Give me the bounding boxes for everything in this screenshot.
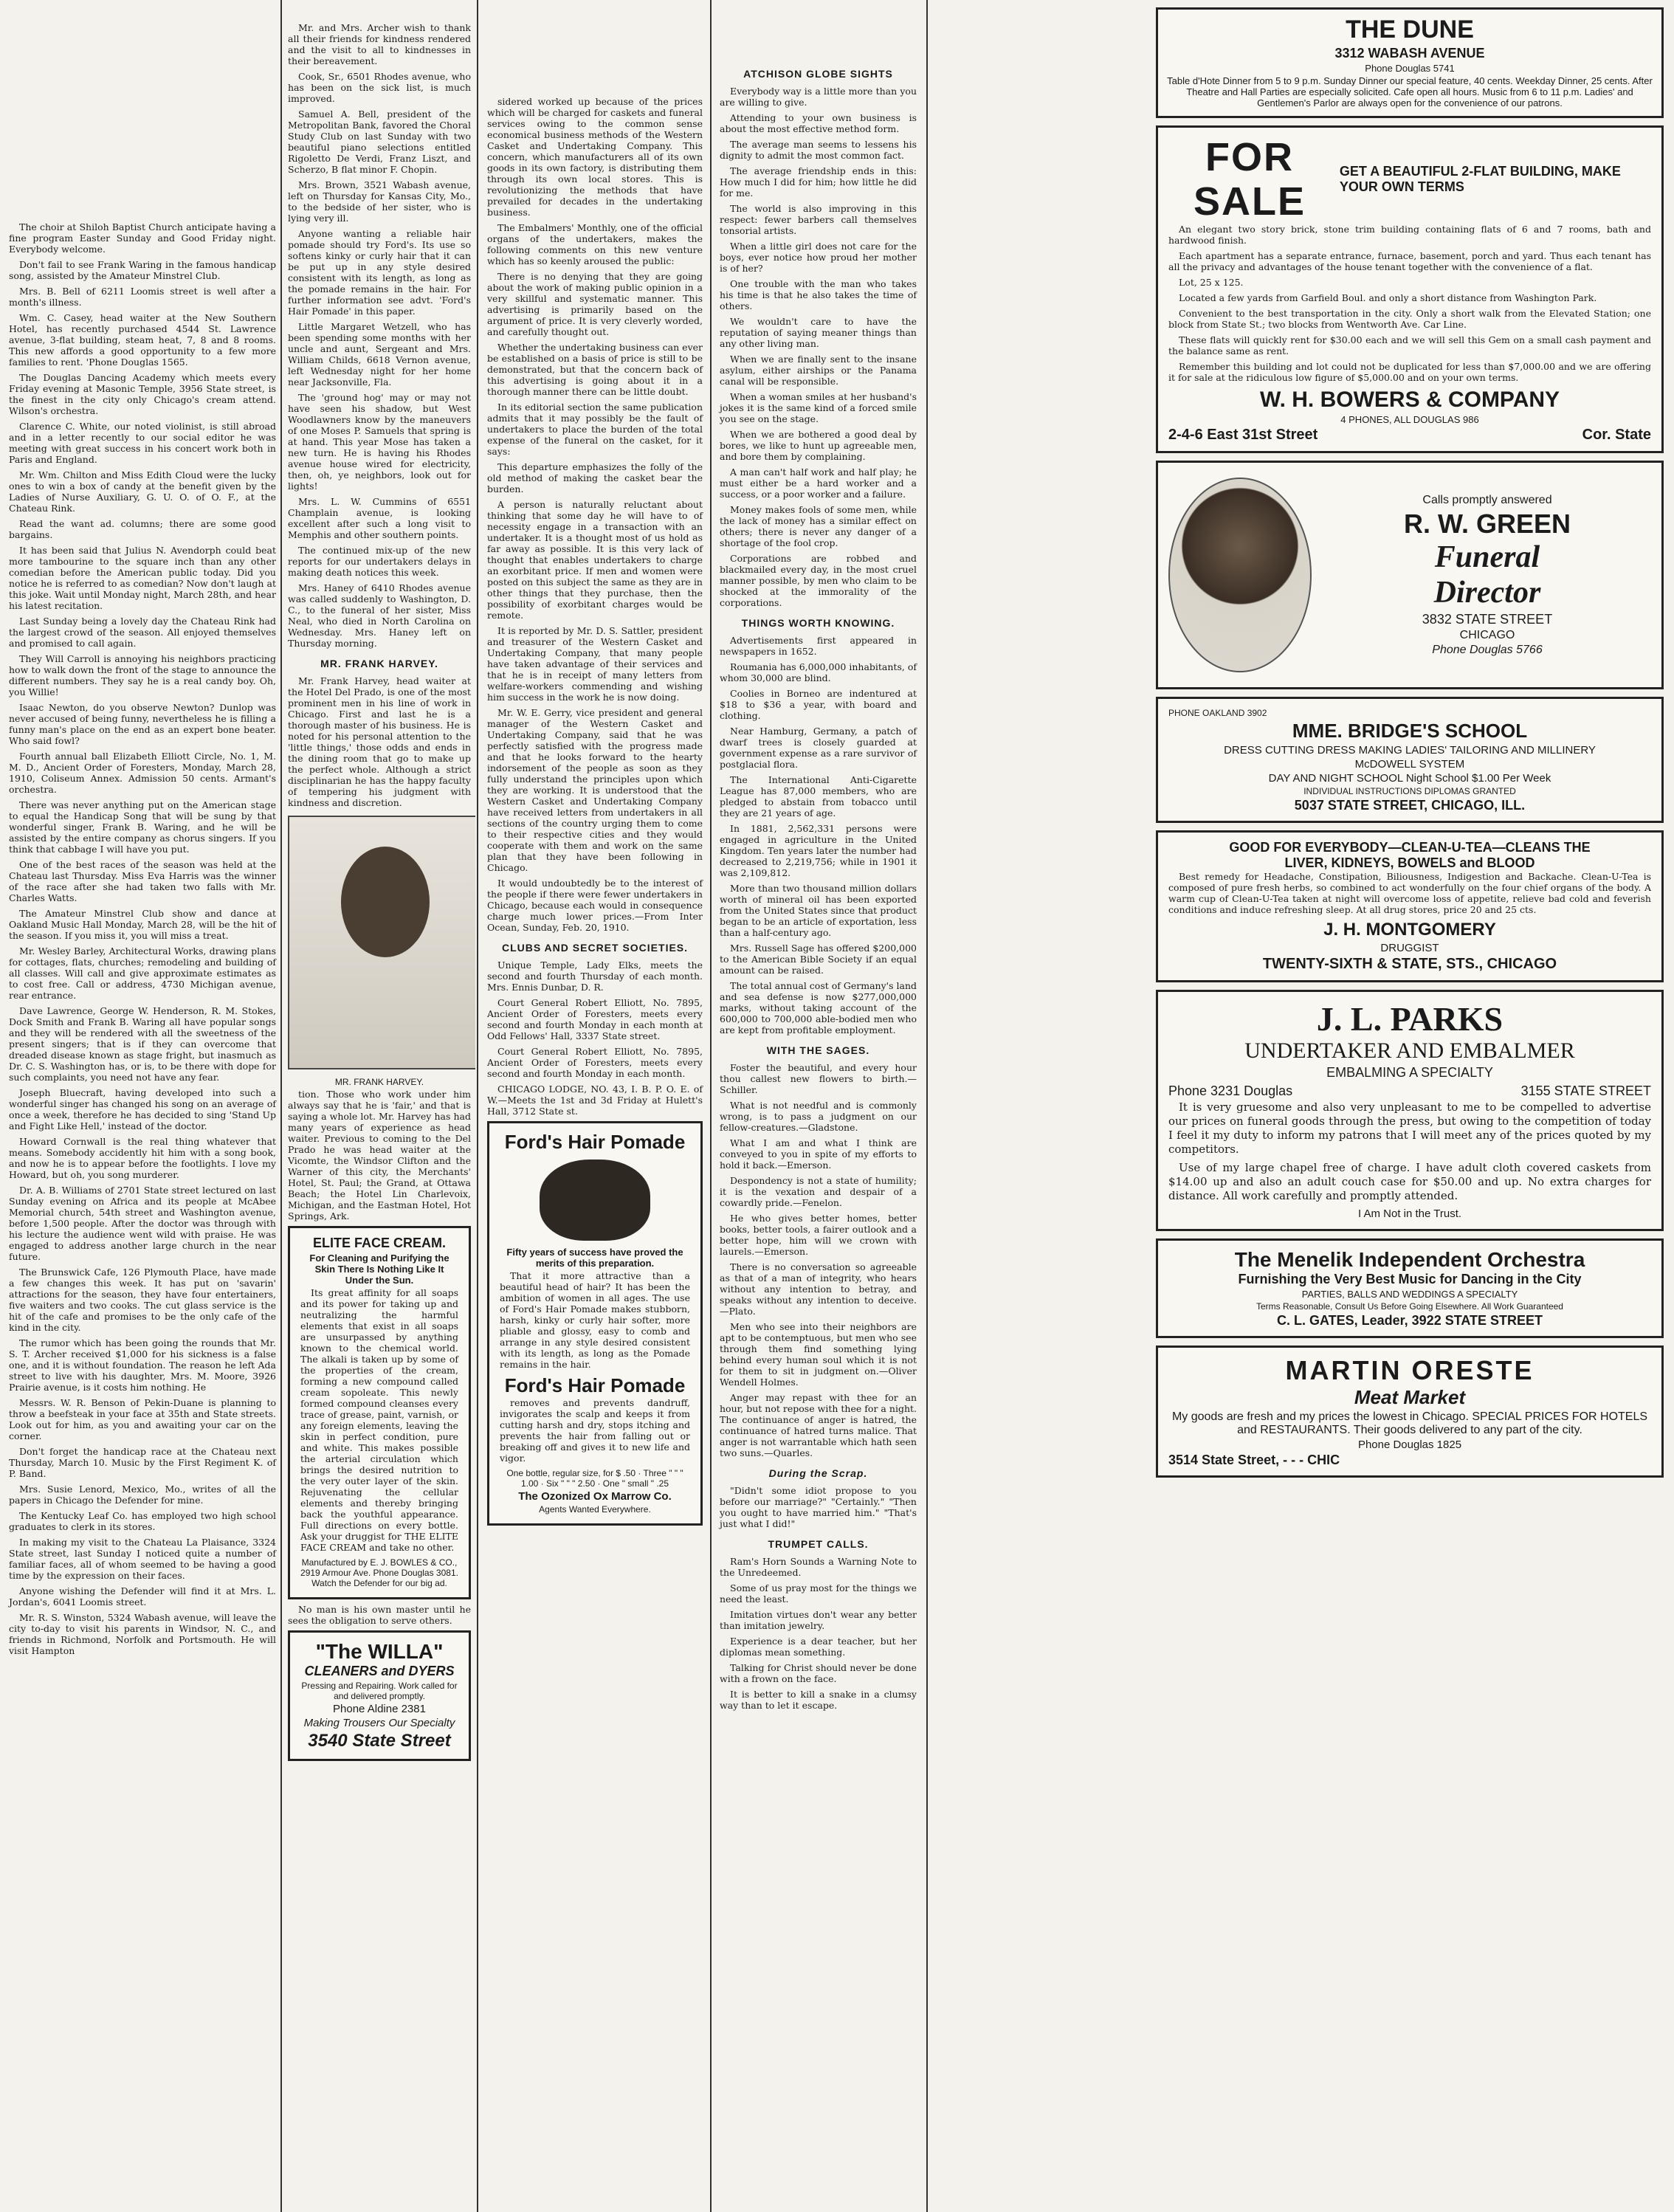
menelik-leader: C. L. GATES, Leader, 3922 STATE STREET: [1276, 1313, 1543, 1328]
ford-subtitle: Fifty years of success have proved the merits of this preparation.: [506, 1247, 683, 1269]
paragraph: The total annual cost of Germany's land and sea defense is now $277,000,000 marks, without taking account of the 600,000 to 700,000 able-bodied men who are kept from profitable employment.: [720, 980, 917, 1036]
bowers-corner: Cor. State: [1582, 427, 1651, 443]
paragraph: Everybody way is a little more than you are willing to give.: [720, 86, 917, 108]
paragraph: This departure emphasizes the folly of the old method of making the casket bear the burden.: [487, 461, 703, 495]
paragraph: When we are finally sent to the insane asylum, either airships or the Panama canal will be responsible.: [720, 354, 917, 387]
paragraph: What is not needful and is commonly wrong, is to pass a judgment on our fellow-creatures.—Gladstone.: [720, 1100, 917, 1133]
column-2-briefs: [288, 22, 471, 649]
paragraph: Anyone wishing the Defender will find it at Mrs. L. Jordan's, 6041 Loomis street.: [9, 1585, 276, 1608]
for-sale-title: FOR SALE: [1193, 135, 1306, 224]
bridge-line-2: McDOWELL SYSTEM: [1354, 758, 1465, 771]
paragraph: Mrs. Russell Sage has offered $200,000 to the American Bible Society if an equal amount can be raised.: [720, 943, 917, 976]
paragraph: Mrs. Susie Lenord, Mexico, Mo., writes of all the papers in Chicago the Defender for mine.: [9, 1484, 276, 1506]
green-title-1: Funeral: [1434, 540, 1540, 574]
woman-head-image: [540, 1160, 650, 1241]
parks-phone: Phone 3231 Douglas: [1168, 1083, 1293, 1098]
parks-undertaker-ad: [1156, 990, 1664, 1231]
paragraph: Dr. A. B. Williams of 2701 State street lectured on last Sunday evening on Africa and its people at McAbee Memorial church, 54th street and Washington avenue, before 1,500 people. After the doctor was through with his lecture the audience went wild with praise. He was engaged to address another large church in the near future.: [9, 1185, 276, 1262]
bowers-name: W. H. BOWERS & COMPANY: [1259, 387, 1560, 412]
column-rule: [710, 0, 712, 2212]
harvey-heading: MR. FRANK HARVEY.: [320, 658, 438, 669]
paragraph: Unique Temple, Lady Elks, meets the second and fourth Thursday of each month. Mrs. Ennis Dunbar, D. R.: [487, 959, 703, 993]
dune-title: THE DUNE: [1346, 15, 1474, 44]
parks-body: It is very gruesome and also very unpleasant to me to be compelled to advertise our prices on funeral goods through the press, but owing to the competition of today I feel it my duty to inform my patrons that I will meet any of the prices quoted by my competitors.: [1168, 1100, 1651, 1156]
paragraph: These flats will quickly rent for $30.00 each and we will sell this Gem on a small cash payment and the balance same as rent.: [1168, 334, 1651, 356]
willa-phone: Phone Aldine 2381: [333, 1703, 426, 1715]
sages-heading: WITH THE SAGES.: [766, 1044, 870, 1056]
paragraph: Some of us pray most for the things we need the least.: [720, 1582, 917, 1605]
column-4: [712, 0, 923, 2212]
paragraph: It is reported by Mr. D. S. Sattler, president and treasurer of the Western Casket and Undertaking Company, that many people have taken advantage of their services and that he is in receipt of many letters from welfare-workers commending and wishing him success in the work he is now doing.: [487, 625, 703, 703]
paragraph: Mr. Wesley Barley, Architectural Works, drawing plans for cottages, flats, churches; remodeling and building of all classes. Will call and give approximate estimates as to cost free. Call or address, 4730 Michigan avenue, rear entrance.: [9, 945, 276, 1001]
martin-meat-market-ad: [1156, 1346, 1664, 1478]
green-phone: Phone Douglas 5766: [1432, 643, 1543, 656]
no-man-quote: No man is his own master until he sees the obligation to serve others.: [288, 1604, 471, 1626]
atchison-list: [720, 86, 917, 608]
paragraph: Corporations are robbed and blackmailed every day, in the most cruel manner possible, by men who claim to be shocked at the immorality of the corporations.: [720, 553, 917, 608]
dune-body: Table d'Hote Dinner from 5 to 9 p.m. Sunday Dinner our special feature, 40 cents. Weekday Dinner, 25 cents. After Theatre and Hall Parties are especially solicited. Cafe open all hours. Music from 6 to 11 p.m. Ladies' and Gentlemen's Parlor are always open for the convenience of our patrons.: [1167, 75, 1653, 108]
paragraph: Coolies in Borneo are indentured at $18 to $36 a year, with board and clothing.: [720, 688, 917, 721]
paragraph: sidered worked up because of the prices which will be charged for caskets and funeral services owing to the common sense economical business methods of the Western Casket and Undertaking Company. This concern, which manufacturers all of its own goods in its own factory, is distributing them through its own local stores. This is revolutionizing the methods that have prevailed for decades in the undertaking business.: [487, 96, 703, 218]
paragraph: Imitation virtues don't wear any better than imitation jewelry.: [720, 1609, 917, 1631]
paragraph: Attending to your own business is about the most effective method form.: [720, 112, 917, 134]
paragraph: Remember this building and lot could not be duplicated for less than $7,000.00 and we are offering it for sale at the ridiculous low figure of $5,000.00 and on your own terms.: [1168, 361, 1651, 383]
bridge-title: MME. BRIDGE'S SCHOOL: [1292, 720, 1528, 742]
elite-body: Its great affinity for all soaps and its power for taking up and neutralizing the harmful elements that exist in all soaps are unsurpassed by anything known to the chemical world. The alkali is taken up by some of the properties of the cream, forming a new compound called cream sopoleate. This newly formed compound cleanses every trace of grease, paint, varnish, or any foreign elements, leaving the skin in perfect condition, pure and white. This makes possible the arterial circulation which brings the desired nutrition to the very outer layer of the skin. Rejuvenating the cellular elements and thereby bringing back the youthful appearance. Full directions on every bottle. Ask your druggist for THE ELITE FACE CREAM and take no other.: [300, 1287, 458, 1553]
ford-body: That it more attractive than a beautiful head of hair? It has been the ambition of women in all ages. The use of Ford's Hair Pomade makes stubborn, harsh, kinky or curly hair softer, more pliable and glossy, easy to comb and arrange in any style desired consistent with its length, as long as the Pomade remains in the hair.: [500, 1270, 690, 1370]
for-sale-ad: [1156, 125, 1664, 453]
menelik-orchestra-ad: [1156, 1238, 1664, 1338]
paragraph: An elegant two story brick, stone trim building containing flats of 6 and 7 rooms, bath and hardwood finish.: [1168, 224, 1651, 246]
martin-title: MARTIN ORESTE: [1285, 1355, 1534, 1385]
paragraph: The average man seems to lessens his dignity to admit the most common fact.: [720, 139, 917, 161]
paragraph: Joseph Bluecraft, having developed into such a wonderful singer has changed his song on an average of once a week, therefore he has decided to sing 'Stand Up and Fight Like Hell,' instead of the doctor.: [9, 1087, 276, 1131]
clubs-heading: CLUBS AND SECRET SOCIETIES.: [501, 942, 689, 954]
paragraph: Mrs. Haney of 6410 Rhodes avenue was called suddenly to Washington, D. C., to the funeral of her sister, Miss Neal, who died in North Carolina on Wednesday. Mrs. Haney left on Thursday morning.: [288, 582, 471, 649]
paragraph: The rumor which has been going the rounds that Mr. S. T. Archer received $1,000 for his sickness is a false one, and it is without foundation. The reason he left Ada street to live with his daughter, Mrs. M. Moore, 3926 Prairie avenue, is it costs him nothing. He: [9, 1337, 276, 1393]
tea-body: Best remedy for Headache, Constipation, Biliousness, Indigestion and Backache. Clean-U-Tea is composed of pure fresh herbs, so combined to act wonderfully on the four chief organs of the body. A warm cup of Clean-U-Tea taken at night will overcome loss of appetite, relieve bad cold and feverish conditions and induce refreshing sleep. At all drug stores, price 20 and 25 cts.: [1168, 871, 1651, 915]
trumpet-heading: TRUMPET CALLS.: [768, 1538, 869, 1550]
dune-address: 3312 WABASH AVENUE: [1334, 46, 1485, 61]
for-sale-body: [1168, 224, 1651, 383]
atchison-heading: ATCHISON GLOBE SIGHTS: [743, 68, 893, 80]
dune-ad: [1156, 7, 1664, 118]
paragraph: Read the want ad. columns; there are some good bargains.: [9, 518, 276, 540]
paragraph: CHICAGO LODGE, NO. 43, I. B. P. O. E. of W.—Meets the 1st and 3d Friday at Hulett's Hall, 3712 State st.: [487, 1083, 703, 1117]
paragraph: The 'ground hog' may or may not have seen his shadow, but West Woodlawners know by the maneuvers of one Moses P. Samuels that spring is at hand. This year Mose has taken a new turn. He is having his Rhodes avenue house wired for electricity, then, oh, ye neighbors, look out for lights!: [288, 392, 471, 492]
harvey-caption: MR. FRANK HARVEY.: [334, 1077, 424, 1087]
paragraph: Lot, 25 x 125.: [1179, 277, 1244, 288]
menelik-subtitle: Furnishing the Very Best Music for Dancing in the City: [1238, 1272, 1582, 1286]
paragraph: In making my visit to the Chateau La Plaisance, 3324 State street, last Sunday I noticed quite a number of familiar faces, all of whom seemed to be having a good time by the expression on their faces.: [9, 1537, 276, 1581]
paragraph: Little Margaret Wetzell, who has been spending some months with her uncle and aunt, Sergeant and Mrs. William Childs, 6618 Vernon avenue, left Wednesday night for her home near Jacksonville, Fla.: [288, 321, 471, 387]
harvey-article: Mr. Frank Harvey, head waiter at the Hotel Del Prado, is one of the most prominent men in his line of work in Chicago. First and last he is a thorough master of his business. He is noted for his personal attention to the 'little things,' those odds and ends in the dining room that go to make up the perfect whole. Although a strict disciplinarian he has the happy faculty of tempering his judgment with kindness and discretion.: [288, 675, 471, 808]
tea-name: J. H. MONTGOMERY: [1323, 920, 1496, 940]
elite-face-cream-ad: [288, 1226, 471, 1599]
bowers-address-row: [1168, 427, 1651, 444]
paragraph: Anyone wanting a reliable hair pomade should try Ford's. Its use so softens kinky or curly hair that it can be put up in any style desired consistent with its length, as long as the pomade remains in the hair. For further information see advt. 'Ford's Hair Pomade' in this paper.: [288, 228, 471, 317]
willa-specialty: Making Trousers Our Specialty: [303, 1717, 455, 1729]
scrap-heading: During the Scrap.: [768, 1467, 868, 1479]
column-rule: [477, 0, 478, 2212]
willa-subtitle: CLEANERS and DYERS: [304, 1664, 455, 1678]
paragraph: Located a few yards from Garfield Boul. and only a short distance from Washington Park.: [1179, 292, 1597, 303]
paragraph: Last Sunday being a lovely day the Chateau Rink had the largest crowd of the season. All enjoyed themselves and promised to call again.: [9, 616, 276, 649]
paragraph: There was never anything put on the American stage to equal the Handicap Song that will be sung by that wonderful singer, Frank B. Waring, and he will be assisted by the entire company as chorus singers. If you think that cabbage I will have you put.: [9, 799, 276, 855]
paragraph: Mrs. B. Bell of 6211 Loomis street is well after a month's illness.: [9, 286, 276, 308]
paragraph: The Douglas Dancing Academy which meets every Friday evening at Masonic Temple, 3956 State street, is the finest in the city only Chicago's cream attend. Wilson's orchestra.: [9, 372, 276, 416]
paragraph: Court General Robert Elliott, No. 7895, Ancient Order of Foresters, meets every second and fourth Monday in each month at Odd Fellows' Hall, 3337 State street.: [487, 997, 703, 1041]
martin-phone: Phone Douglas 1825: [1357, 1439, 1462, 1451]
bowers-phones: 4 PHONES, ALL DOUGLAS 986: [1340, 414, 1479, 425]
paragraph: A man can't half work and half play; he must either be a hard worker and a success, or a poor worker and a failure.: [720, 466, 917, 500]
martin-address: 3514 State Street, - - - CHIC: [1168, 1453, 1340, 1467]
ford-title-2: Ford's Hair Pomade: [504, 1374, 686, 1396]
paragraph: In its editorial section the same publication admits that it may possibly be the fault of undertakers to place the burden of the total expense of the funeral on the casket, for it says:: [487, 402, 703, 457]
paragraph: Wm. C. Casey, head waiter at the New Southern Hotel, has recently purchased 4544 St. Lawrence avenue, 3-flat building, steam heat, 7, 8 and 8 rooms. This new affords a good opportunity to a few more families to rent. 'Phone Douglas 1565.: [9, 312, 276, 368]
parks-name: J. L. PARKS: [1316, 1000, 1504, 1038]
bridge-line-1: DRESS CUTTING DRESS MAKING LADIES' TAILORING AND MILLINERY: [1224, 744, 1596, 757]
green-text: [1323, 492, 1651, 658]
trumpet-list: [720, 1556, 917, 1711]
paragraph: There is no conversation so agreeable as that of a man of integrity, who hears without any intention to betray, and speaks without any intention to deceive.—Plato.: [720, 1261, 917, 1317]
paragraph: Mr. Wm. Chilton and Miss Edith Cloud were the lucky ones to win a box of candy at the benefit given by the Ladies of Nurse Auxiliary, G. U. O. of O. F., at the Chateau Rink.: [9, 469, 276, 514]
column-3: [480, 0, 709, 2212]
ford-title: Ford's Hair Pomade: [504, 1131, 686, 1153]
paragraph: Mrs. L. W. Cummins of 6551 Champlain avenue, is looking excellent after such a long visit to Memphis and other southern points.: [288, 496, 471, 540]
paragraph: Foster the beautiful, and every hour thou callest new flowers to birth.—Schiller.: [720, 1062, 917, 1095]
paragraph: Mr. R. S. Winston, 5324 Wabash avenue, will leave the city to-day to visit his parents in Windsor, N. C., and friends in Richmond, Norfolk and Portsmouth. He will visit Hampton: [9, 1612, 276, 1656]
column-3-article: [487, 96, 703, 933]
things-heading: THINGS WORTH KNOWING.: [741, 617, 895, 629]
green-address: 3832 STATE STREET: [1422, 611, 1553, 627]
paragraph: Mrs. Brown, 3521 Wabash avenue, left on Thursday for Kansas City, Mo., to the bedside of her sister, who is lying very ill.: [288, 179, 471, 224]
things-list: [720, 635, 917, 1036]
bridge-school-ad: [1156, 697, 1664, 823]
scrap-text: "Didn't some idiot propose to you before our marriage?" "Certainly." "Then you ought to have married him." "That's just what I did!": [720, 1485, 917, 1529]
paragraph: Dave Lawrence, George W. Henderson, R. M. Stokes, Dock Smith and Frank B. Waring all have popular songs and they will be rendered with all the sweetness of the present singers; that is if they can overcome that dreaded disease known as stage fright, but inasmuch as Dr. C. S. Washington has, or is, to be there with dope for such complaints, you need not have any fear.: [9, 1005, 276, 1083]
ford-prices: One bottle, regular size, for $ .50 · Three " " " 1.00 · Six " " " 2.50 · One " small " .25: [506, 1468, 683, 1489]
elite-title: ELITE FACE CREAM.: [312, 1236, 446, 1250]
paragraph: A person is naturally reluctant about thinking that some day he will have to of necessity engage in a transaction with an undertaker. It is a thought most of us hold as far away as possible. It is this very lack of thought that enables undertakers to charge an exorbitant price. If men and women were posted on this subject the same as they are in other things that they purchase, then the possibility of exorbitant charges would be remote.: [487, 499, 703, 621]
paragraph: In 1881, 2,562,331 persons were engaged in agriculture in the United Kingdom. Ten years later the number had decreased to 2,219,756; while in 1901 it was 2,109,812.: [720, 823, 917, 878]
parks-trust: I Am Not in the Trust.: [1357, 1207, 1462, 1220]
green-title-2: Director: [1433, 575, 1541, 610]
paragraph: The Kentucky Leaf Co. has employed two high school graduates to clerk in its stores.: [9, 1510, 276, 1532]
paragraph: It has been said that Julius N. Avendorph could beat more tambourine to the square inch than any other comedian before the American public today. Did you notice he is referred to as comedian? Now don't laugh at this joke. Wait until Monday night, March 28th, and hear his latest recitation.: [9, 545, 276, 611]
martin-body: My goods are fresh and my prices the lowest in Chicago. SPECIAL PRICES FOR HOTELS and RESTAURANTS. Their goods delivered to any part of the city.: [1171, 1410, 1648, 1436]
green-funeral-ad: [1156, 461, 1664, 689]
paragraph: The average friendship ends in this: How much I did for him; how little he did for me.: [720, 165, 917, 199]
tea-top: GOOD FOR EVERYBODY—CLEAN-U-TEA—CLEANS THE: [1229, 840, 1591, 855]
paragraph: Clarence C. White, our noted violinist, is still abroad and in a letter recently to our social editor he was meeting with great success in his concert work both in Paris and England.: [9, 421, 276, 465]
paragraph: When we are bothered a good deal by bores, we like to hunt up agreeable men, and bore them by complaining.: [720, 429, 917, 462]
paragraph: Fourth annual ball Elizabeth Elliott Circle, No. 1, M. M. D., Ancient Order of Foresters, Monday, March 28, 1910, Coliseum Annex. Admission 50 cents. Armant's orchestra.: [9, 751, 276, 795]
paragraph: It would undoubtedly be to the interest of the people if there were fewer undertakers in Chicago, because each would in consequence charge much lower prices.—From Inter Ocean, Sunday, Feb. 20, 1910.: [487, 878, 703, 933]
parks-specialty: EMBALMING A SPECIALTY: [1326, 1065, 1493, 1080]
paragraph: Convenient to the best transportation in the city. Only a short walk from the Elevated Station; one block from State St.; two blocks from Wentworth Ave. Car Line.: [1168, 308, 1651, 330]
parks-contact-row: [1168, 1082, 1651, 1100]
parks-title: UNDERTAKER AND EMBALMER: [1244, 1038, 1575, 1063]
column-1-text: [9, 221, 276, 1656]
menelik-title: The Menelik Independent Orchestra: [1234, 1248, 1585, 1271]
paragraph: Near Hamburg, Germany, a patch of dwarf trees is closely guarded at government expense as a rare survivor of postglacial flora.: [720, 726, 917, 770]
paragraph: One trouble with the man who takes his time is that he also takes the time of others.: [720, 278, 917, 311]
martin-subtitle: Meat Market: [1354, 1386, 1466, 1408]
paragraph: He who gives better homes, better books, better tools, a fairer outlook and a better hope, him will we crown with laurels.—Emerson.: [720, 1213, 917, 1257]
green-top: Calls promptly answered: [1422, 493, 1552, 506]
ozonized-company: The Ozonized Ox Marrow Co.: [518, 1490, 672, 1503]
paragraph: There is no denying that they are going about the work of making public opinion in a very skillful and systematic manner. This advertising is primarily based on the argument of price. It is very cleverly worded, and carefully thought out.: [487, 271, 703, 337]
clean-u-tea-ad: [1156, 830, 1664, 982]
harvey-portrait-image: [288, 816, 475, 1069]
bridge-line-4: INDIVIDUAL INSTRUCTIONS DIPLOMAS GRANTED: [1303, 786, 1516, 796]
paragraph: Roumania has 6,000,000 inhabitants, of whom 30,000 are blind.: [720, 661, 917, 683]
paragraph: Whether the undertaking business can ever be established on a basis of price is still to be demonstrated, but that the concern back of this advertising is going about it in a thorough manner there can be little doubt.: [487, 342, 703, 397]
paragraph: The choir at Shiloh Baptist Church anticipate having a fine program Easter Sunday and Good Friday night. Everybody welcome.: [9, 221, 276, 255]
paragraph: Mr. and Mrs. Archer wish to thank all their friends for kindness rendered and the visit to all to kindnesses in their bereavement.: [288, 22, 471, 66]
green-city: CHICAGO: [1459, 628, 1515, 641]
paragraph: Despondency is not a state of humility; it is the vexation and despair of a cowardly pride.—Fenelon.: [720, 1175, 917, 1208]
tea-address: TWENTY-SIXTH & STATE, STS., CHICAGO: [1262, 956, 1557, 972]
tea-line: LIVER, KIDNEYS, BOWELS and BLOOD: [1284, 855, 1535, 870]
paragraph: More than two thousand million dollars worth of mineral oil has been exported from the United States since that product began to be an article of exportation, less than a half-century ago.: [720, 883, 917, 938]
paragraph: Money makes fools of some men, while the lack of money has a similar effect on others; there is never any danger of a shortage of the fool crop.: [720, 504, 917, 548]
paragraph: Don't forget the handicap race at the Chateau next Thursday, March 10. Music by the First Regiment K. of P. Band.: [9, 1446, 276, 1479]
paragraph: Court General Robert Elliott, No. 7895, Ancient Order of Foresters, meets every second and fourth Monday in each month.: [487, 1046, 703, 1079]
paragraph: What I am and what I think are conveyed to you in spite of my efforts to hold it back.—Emerson.: [720, 1137, 917, 1171]
paragraph: Talking for Christ should never be done with a frown on the face.: [720, 1662, 917, 1684]
paragraph: Messrs. W. R. Benson of Pekin-Duane is planning to throw a beefsteak in your face at 35th and State streets. Look out for him, as you and awaiting your car on the corner.: [9, 1397, 276, 1441]
paragraph: Anger may repast with thee for an hour, but not repose with thee for a night. The continuance of anger is hatred, the continuance of hatred turns malice. That anger is not warrantable which hath seen two suns.—Quarles.: [720, 1392, 917, 1458]
willa-address: 3540 State Street: [308, 1731, 451, 1751]
willa-body: Pressing and Repairing. Work called for and delivered promptly.: [301, 1681, 458, 1701]
paragraph: Men who see into their neighbors are apt to be contemptuous, but men who see through them find something lying behind every human soul which it is not for them to sit in judgment on.—Oliver Wendell Holmes.: [720, 1321, 917, 1388]
paragraph: Mr. W. E. Gerry, vice president and general manager of the Western Casket and Undertaking Company, said that he was perfectly satisfied with the progress made and that he looks forward to the hearty indorsement of the people as soon as they fully understand the principles upon which they are working. It is understood that the Western Casket and Undertaking Company have received letters from undertakers in all sections of the country urging them to come to their respective cities and they would cooperate with them and work on the same plan that they have been following in Chicago.: [487, 707, 703, 873]
paragraph: Isaac Newton, do you observe Newton? Dunlop was never accused of being funny, nevertheless he is filling a funny man's place on the end as an expert bone beater. Who said fowl?: [9, 702, 276, 746]
paragraph: Ram's Horn Sounds a Warning Note to the Unredeemed.: [720, 1556, 917, 1578]
paragraph: The Amateur Minstrel Club show and dance at Oakland Music Hall Monday, March 28, will be the hit of the season. If you miss it, you will miss a treat.: [9, 908, 276, 941]
bridge-line-3: DAY AND NIGHT SCHOOL Night School $1.00 Per Week: [1268, 772, 1551, 785]
for-sale-side: GET A BEAUTIFUL 2-FLAT BUILDING, MAKE YOUR OWN TERMS: [1339, 164, 1621, 194]
willa-ad: [288, 1630, 471, 1761]
paragraph: Samuel A. Bell, president of the Metropolitan Bank, favored the Choral Study Club on last Sunday with two beautiful piano selections entitled Rigoletto De Verdi, Franz Liszt, and Scherzo, B flat minor F. Chopin.: [288, 108, 471, 175]
column-rule: [926, 0, 928, 2212]
parks-address: 3155 STATE STREET: [1520, 1083, 1651, 1098]
paragraph: When a woman smiles at her husband's jokes it is the same kind of a forced smile you see on the stage.: [720, 391, 917, 424]
paragraph: The International Anti-Cigarette League has 87,000 members, who are pledged to abstain from tobacco until they are 21 years of age.: [720, 774, 917, 819]
ozonized-agents: Agents Wanted Everywhere.: [539, 1504, 651, 1515]
paragraph: We wouldn't care to have the reputation of saying meaner things than any other living man.: [720, 316, 917, 349]
paragraph: The Embalmers' Monthly, one of the official organs of the undertakers, makes the following comments on this new venture which has so keenly aroused the public:: [487, 222, 703, 266]
paragraph: Howard Cornwall is the real thing whatever that means. Somebody accidently hit him with a song book, and now he is to appear before the footlights. I love my Howard, but oh, you song murderer.: [9, 1136, 276, 1180]
willa-title: "The WILLA": [315, 1640, 444, 1663]
paragraph: It is better to kill a snake in a clumsy way than to let it escape.: [720, 1689, 917, 1711]
dune-phone: Phone Douglas 5741: [1365, 63, 1455, 74]
tea-druggist: DRUGGIST: [1380, 942, 1439, 954]
paragraph: Cook, Sr., 6501 Rhodes avenue, who has been on the sick list, is much improved.: [288, 71, 471, 104]
paragraph: Don't fail to see Frank Waring in the famous handicap song, assisted by the Amateur Minstrel Club.: [9, 259, 276, 281]
bridge-address: 5037 STATE STREET, CHICAGO, ILL.: [1294, 798, 1526, 813]
for-sale-header: [1168, 135, 1651, 224]
bowers-address: 2-4-6 East 31st Street: [1168, 427, 1318, 443]
harvey-article-continued: tion. Those who work under him always say that he is 'fair,' and that is saying a whole lot. Mr. Harvey has had many years of experience as head waiter. Previous to coming to the Del Prado he was head waiter at the Vicomte, the Windsor Clifton and the Warner of this city, the Merchants' Hotel, St. Paul; the Grand, at Ottawa Beach; the Hotel Lin Charlevoix, Michigan, and the Eastman Hotel, Hot Springs, Ark.: [288, 1089, 471, 1222]
paragraph: The Brunswick Cafe, 126 Plymouth Place, have made a few changes this week. It has put on 'savarin' attractions for the season, they have four entertainers, five waiters and two cooks. The cut glass service is the hit of the cafe and promises to be the only cafe of the kind in the city.: [9, 1267, 276, 1333]
paragraph: The continued mix-up of the new reports for our undertakers delays in making death notices this week.: [288, 545, 471, 578]
paragraph: The world is also improving in this respect: fewer barbers call themselves tonsorial artists.: [720, 203, 917, 236]
ads-column: [1151, 0, 1668, 2212]
paragraph: Experience is a dear teacher, but her diplomas mean something.: [720, 1636, 917, 1658]
column-2: [282, 0, 475, 2212]
elite-subtitle: For Cleaning and Purifying the Skin There Is Nothing Like It Under the Sun.: [309, 1253, 450, 1286]
sages-list: [720, 1062, 917, 1458]
paragraph: When a little girl does not care for the boys, ever notice how proud her mother is of her?: [720, 241, 917, 274]
paragraph: Each apartment has a separate entrance, furnace, basement, porch and yard. Thus each tenant has all the privacy and advantages of the house tenant together with the convenience of a flat.: [1168, 250, 1651, 272]
bridge-phone: PHONE OAKLAND 3902: [1168, 708, 1267, 718]
fords-hair-pomade-ad: [487, 1121, 703, 1526]
menelik-line: PARTIES, BALLS AND WEDDINGS A SPECIALTY: [1301, 1289, 1518, 1300]
paragraph: One of the best races of the season was held at the Chateau last Thursday. Miss Eva Harris was the winner of the race after she had taken two falls with Mr. Charles Watts.: [9, 859, 276, 903]
ford-body-2: removes and prevents dandruff, invigorates the scalp and keeps it from cutting harsh and dry, stops itching and prevents the hair from falling out or breaking off and gives it to new life and vigor.: [500, 1397, 690, 1464]
menelik-terms: Terms Reasonable, Consult Us Before Going Elsewhere. All Work Guaranteed: [1256, 1301, 1563, 1312]
green-name: R. W. GREEN: [1403, 508, 1571, 539]
paragraph: They Will Carroll is annoying his neighbors practicing how to walk down the front of the stage to announce the different numbers. They say he is a real candy boy. Oh, you Willie!: [9, 653, 276, 697]
clubs-list: [487, 959, 703, 1117]
paragraph: Advertisements first appeared in newspapers in 1652.: [720, 635, 917, 657]
parks-body-2: Use of my large chapel free of charge. I have adult cloth covered caskets from $14.00 up and also an adult couch case for $50.00 and up. No extra charges for distance. All work carefully and promptly attended.: [1168, 1161, 1651, 1202]
column-1: [0, 0, 280, 2212]
green-portrait-image: [1168, 478, 1312, 672]
elite-maker: Manufactured by E. J. BOWLES & CO., 2919 Armour Ave. Phone Douglas 3081. Watch the Defender for our big ad.: [300, 1557, 458, 1588]
